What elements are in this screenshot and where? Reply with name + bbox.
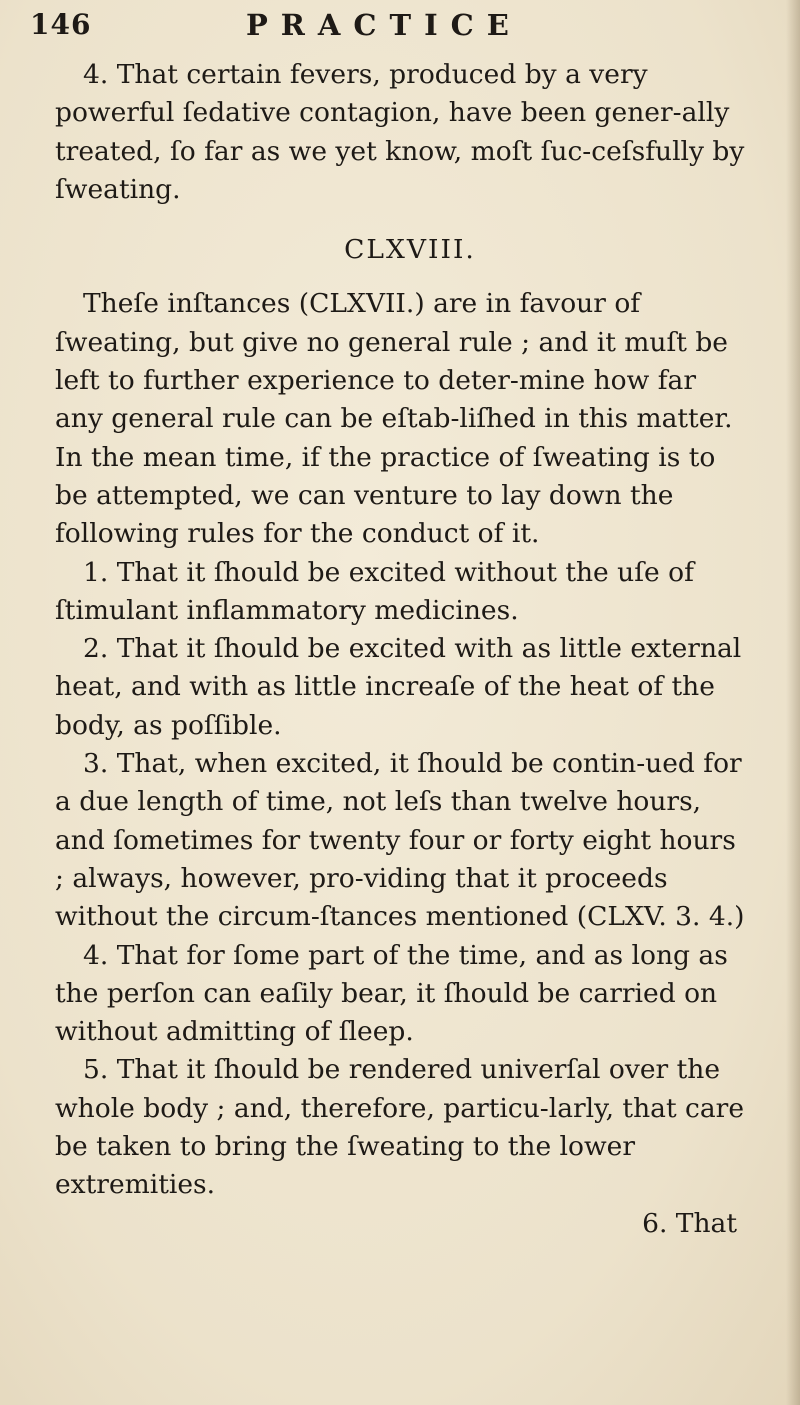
paragraph-fevers: 4. That certain fevers, produced by a very powerful ſedative contagion, have been gener-ally treated, ſo far as we yet know, moſt ſuc-ceſsfully by ſweating. xyxy=(55,59,745,205)
rule-5: 5. That it ſhould be rendered univerſal over the whole body ; and, therefore, particu-larly, that care be taken to bring the ſweating to the lower extremities. xyxy=(55,1054,745,1201)
rule-2: 2. That it ſhould be excited with as little external heat, and with as little increaſe of the heat of the body, as poſſible. xyxy=(55,633,742,741)
page-edge-shadow xyxy=(786,0,800,1405)
section-heading: CLXVIII. xyxy=(344,234,476,266)
catchword: 6. That xyxy=(642,1207,737,1239)
rule-4: 4. That for ſome part of the time, and as long as the perſon can eaſily bear, it ſhould be carried on without admitting of ſleep. xyxy=(55,939,728,1048)
body-text xyxy=(55,56,745,1243)
page-header xyxy=(30,8,770,48)
running-head: PRACTICE xyxy=(246,8,522,42)
rule-1: 1. That it ſhould be excited without the uſe of ſtimulant inflammatory medicines. xyxy=(55,556,694,626)
page-number: 146 xyxy=(30,8,92,41)
paragraph-instances: Theſe inſtances (CLXVII.) are in favour of ſweating, but give no general rule ; and it muſt be left to further experience to deter-mine how far any general rule can be eſtab-liſhed in this matter. In the mean time, if the practice of ſweating is to be attempted, we can venture to lay down the following rules for the conduct of it. xyxy=(55,288,733,550)
rule-3: 3. That, when excited, it ſhould be contin-ued for a due length of time, not leſs than twelve hours, and ſometimes for twenty four or forty eight hours ; always, however, pro-viding that it proceeds without the circum-ſtances mentioned (CLXV. 3. 4.) xyxy=(55,748,745,933)
